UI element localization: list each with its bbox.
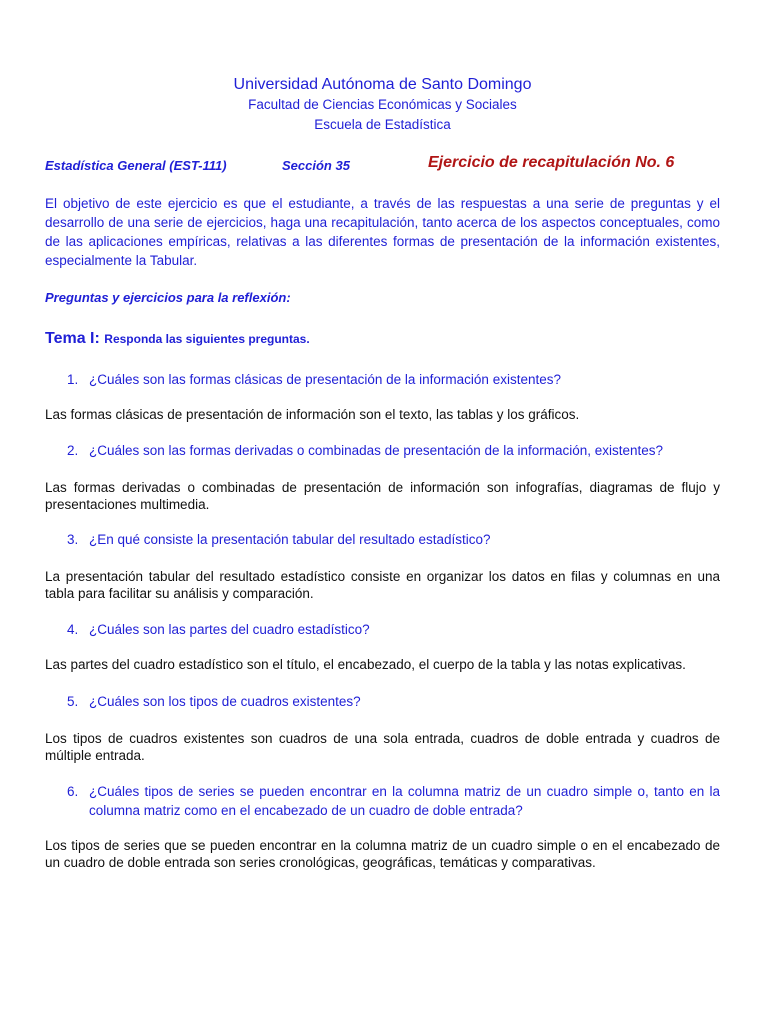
question-number: 1. [67, 372, 79, 387]
question-text: ¿Cuáles tipos de series se pueden encontrar en la columna matriz de un cuadro simple o, tanto en la columna matriz como en el encabezado de un cuadro de doble entrada? [89, 784, 720, 818]
course-line [45, 154, 720, 176]
section-number: Sección 35 [282, 158, 350, 173]
answer-text: La presentación tabular del resultado estadístico consiste en organizar los datos en filas y columnas en una tabla para facilitar su análisis y comparación. [45, 569, 720, 601]
question-text: ¿Cuáles son las formas derivadas o combinadas de presentación de la información, existentes? [89, 443, 664, 458]
question-item [67, 692, 720, 711]
section-title: Preguntas y ejercicios para la reflexión: [45, 290, 291, 305]
question-number: 3. [67, 532, 79, 547]
school-name: Escuela de Estadística [314, 117, 451, 132]
university-name: Universidad Autónoma de Santo Domingo [233, 76, 532, 93]
tema-instruction: Responda las siguientes preguntas. [104, 332, 310, 346]
answer-text: Las partes del cuadro estadístico son el título, el encabezado, el cuerpo de la tabla y las notas explicativas. [45, 657, 686, 672]
answer-text: Las formas derivadas o combinadas de presentación de información son infografías, diagramas de flujo y presentaciones multimedia. [45, 480, 720, 512]
course-name: Estadística General (EST-111) [45, 158, 227, 173]
exercise-title: Ejercicio de recapitulación No. 6 [428, 154, 675, 171]
faculty-name: Facultad de Ciencias Económicas y Sociales [248, 97, 517, 112]
answer-text: Los tipos de series que se pueden encontrar en la columna matriz de un cuadro simple o en el encabezado de un cuadro de doble entrada son series cronológicas, geográficas, temáticas y comparativas. [45, 838, 720, 870]
question-number: 5. [67, 694, 79, 709]
question-item [67, 620, 720, 639]
question-item [67, 782, 720, 820]
question-text: ¿Cuáles son las partes del cuadro estadístico? [89, 622, 370, 637]
question-text: ¿Cuáles son los tipos de cuadros existentes? [89, 694, 361, 709]
question-number: 6. [67, 784, 79, 799]
question-item [67, 441, 720, 460]
question-number: 4. [67, 622, 79, 637]
tema-label: Tema I: [45, 330, 100, 347]
answer-text: Las formas clásicas de presentación de información son el texto, las tablas y los gráficos. [45, 407, 580, 422]
question-number: 2. [67, 443, 79, 458]
answer-text: Los tipos de cuadros existentes son cuadros de una sola entrada, cuadros de doble entrada y cuadros de múltiple entrada. [45, 731, 720, 763]
intro-paragraph: El objetivo de este ejercicio es que el estudiante, a través de las respuestas a una serie de preguntas y el desarrollo de una serie de ejercicios, haga una recapitulación, tanto acerca de los aspectos conceptuales, como de las aplicaciones empíricas, relativas a las diferentes formas de presentación de la información existentes, especialmente la Tabular. [45, 196, 720, 268]
question-item [67, 530, 720, 549]
question-item [67, 370, 720, 389]
question-text: ¿En qué consiste la presentación tabular del resultado estadístico? [89, 532, 491, 547]
question-text: ¿Cuáles son las formas clásicas de presentación de la información existentes? [89, 372, 561, 387]
tema-heading [45, 330, 310, 348]
